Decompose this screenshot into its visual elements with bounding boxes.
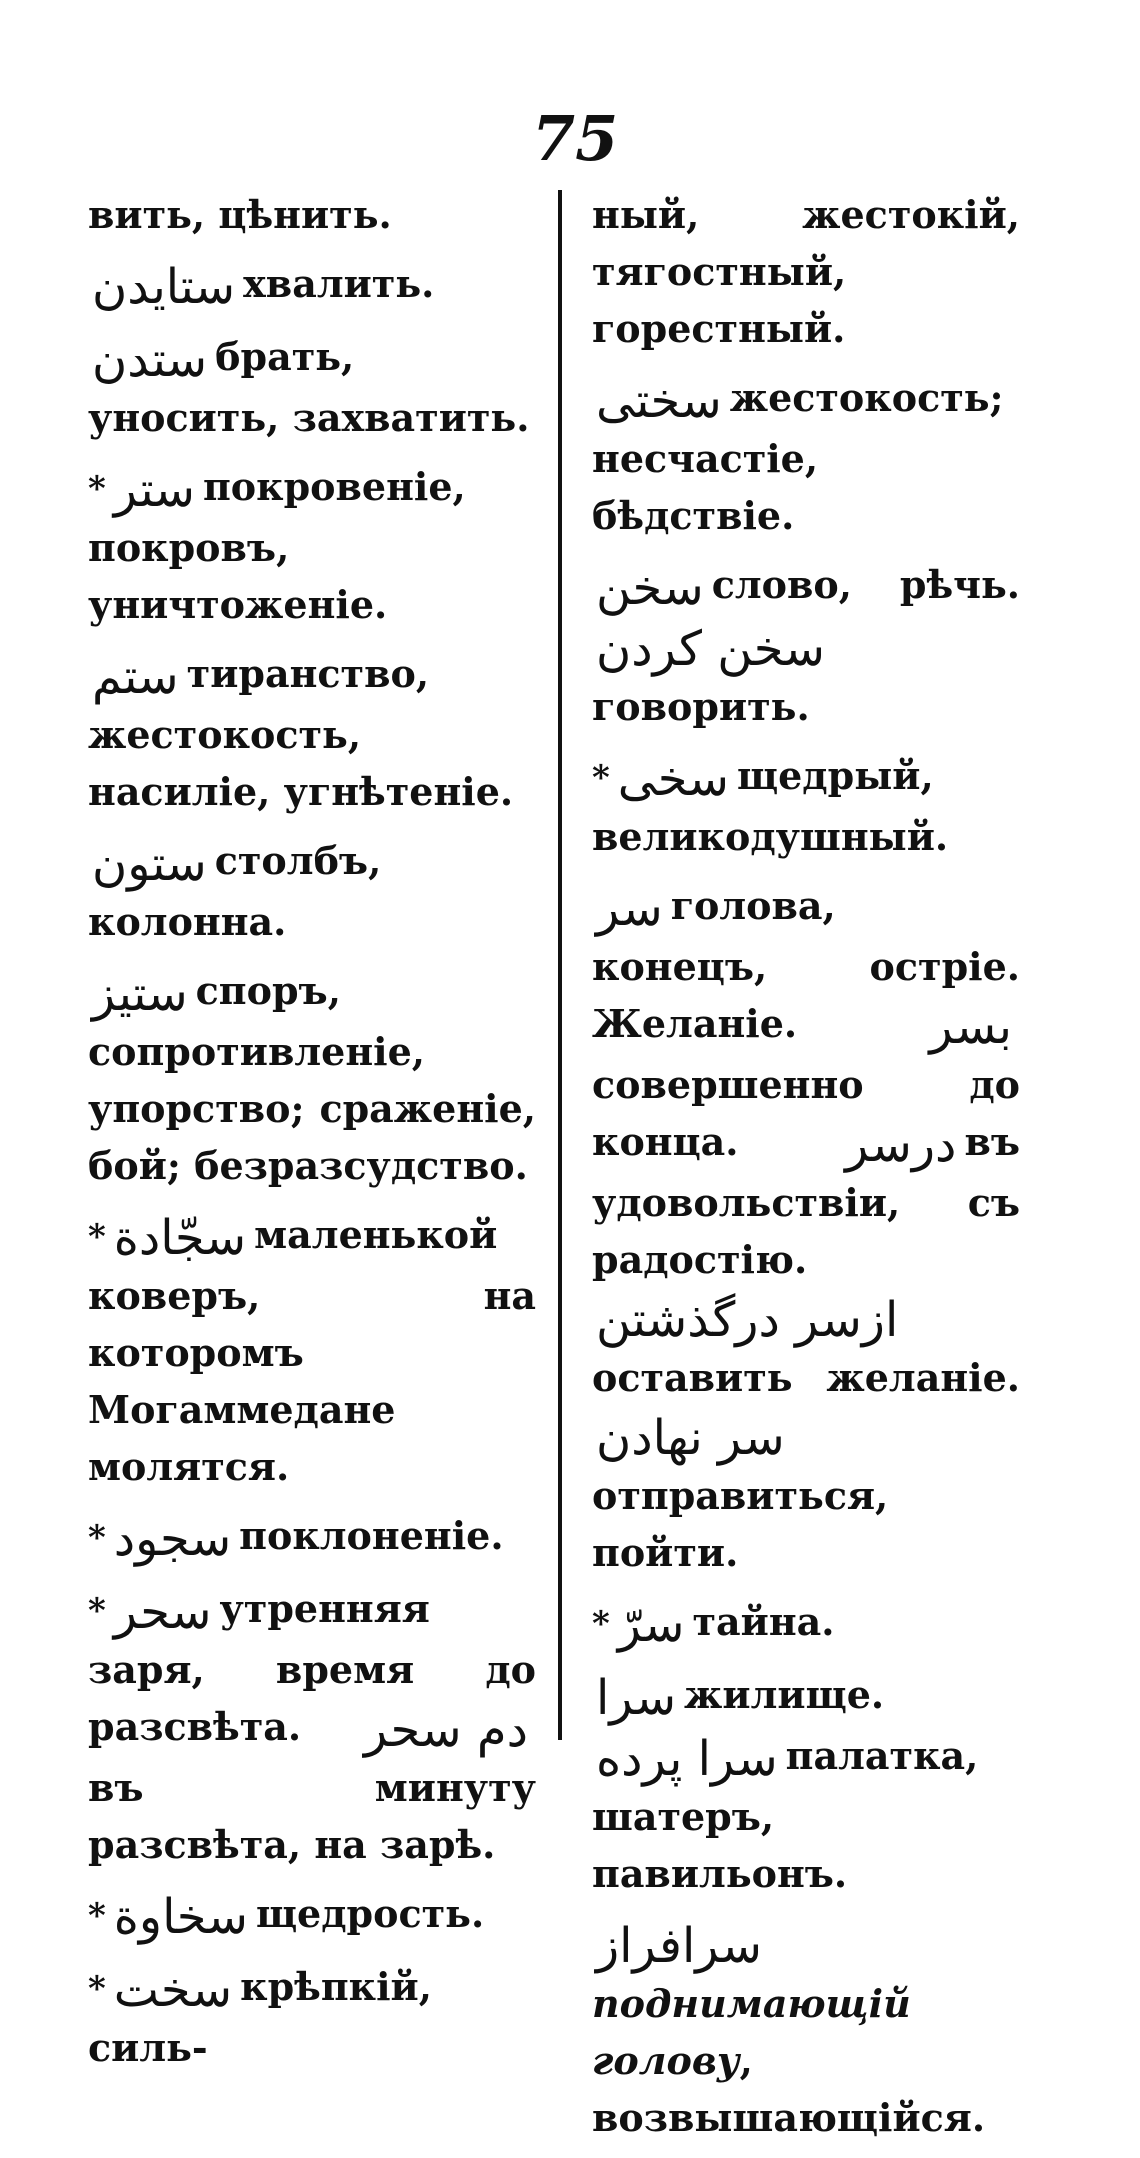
dictionary-entry — [88, 832, 536, 950]
dictionary-entry — [592, 1666, 1020, 1902]
entry-definition: утренняя заря, время до разсвѣта. — [88, 1586, 536, 1749]
phrase-definition: отправиться, пойти. — [592, 1473, 889, 1575]
entry-definition: вить, цѣнить. — [88, 192, 392, 237]
entry-headword: سخت — [113, 1962, 233, 2018]
page-number: 75 — [532, 102, 619, 175]
right-column — [592, 186, 1020, 2158]
entry-definition: слово, рѣчь. — [711, 562, 1020, 607]
dictionary-entry — [592, 1914, 1020, 2146]
left-column — [88, 186, 536, 2088]
phrase-definition: въ минуту разсвѣта, на зарѣ. — [88, 1765, 536, 1867]
dictionary-entry — [592, 556, 1020, 735]
entry-phrase: سر نهادن — [596, 1410, 785, 1466]
dictionary-entry — [88, 645, 536, 820]
asterisk-marker: * — [88, 469, 106, 509]
entry-headword: سختی — [596, 373, 722, 429]
entry-headword: سخن — [596, 560, 704, 616]
asterisk-marker: * — [88, 1969, 106, 2009]
dictionary-entry — [592, 186, 1020, 357]
entry-definition: , возвышающiйся. — [592, 2038, 986, 2140]
dictionary-entry — [88, 328, 536, 446]
entry-definition: покровенiе, покровъ, уничтоженiе. — [88, 464, 466, 627]
dictionary-entry — [88, 1206, 536, 1495]
dictionary-entry — [592, 369, 1020, 544]
dictionary-entry — [88, 962, 536, 1194]
entry-headword: ستر — [113, 462, 195, 518]
dictionary-entry — [592, 747, 1020, 865]
entry-headword: ستون — [92, 836, 207, 892]
entry-definition: ный, жестокiй, тягостный, горестный. — [592, 192, 1020, 351]
phrase-definition: въ удовольствiи, съ радостiю. — [592, 1119, 1020, 1282]
entry-definition: споръ, сопротивленiе, упорство; сраженiе, бой; безразсудство. — [88, 968, 536, 1188]
entry-headword: سجّادة — [113, 1210, 247, 1266]
asterisk-marker: * — [592, 1604, 610, 1644]
entry-definition: хвалить. — [243, 261, 435, 306]
dictionary-entry — [88, 1885, 536, 1946]
entry-headword: سخاوة — [113, 1889, 248, 1945]
entry-headword: سحر — [113, 1584, 212, 1640]
entry-definition: щедрый, великодушный. — [592, 753, 949, 859]
entry-headword: ستم — [92, 649, 179, 705]
entry-headword: ستدن — [92, 332, 208, 388]
entry-definition: жестокость; несчастiе, бѣдствiе. — [592, 375, 1004, 538]
entry-definition: брать, уносить, захватить. — [88, 334, 530, 440]
phrase-definition: говорить. — [592, 684, 810, 729]
entry-phrase: درسر — [845, 1117, 957, 1173]
asterisk-marker: * — [88, 1217, 106, 1257]
entry-definition: голова, конецъ, острiе. Желанiе. — [592, 883, 1020, 1046]
entry-phrase: ازسر درگذشتن — [596, 1292, 899, 1348]
entry-phrase: سرا پرده — [596, 1731, 778, 1787]
dictionary-entry — [88, 186, 536, 243]
phrase-definition: палатка, шатеръ, павильонъ. — [592, 1733, 979, 1896]
entry-headword: ستایدن — [92, 259, 236, 315]
dictionary-entry — [88, 1580, 536, 1873]
dictionary-entry — [88, 1958, 536, 2076]
entry-headword: سرّ — [617, 1597, 685, 1653]
entry-headword: سجود — [113, 1511, 232, 1567]
column-divider — [558, 190, 562, 1740]
asterisk-marker: * — [88, 1896, 106, 1936]
phrase-definition: совершенно до конца. — [592, 1062, 1020, 1164]
dictionary-entry — [88, 1507, 536, 1568]
entry-headword: سرا — [596, 1670, 677, 1726]
entry-definition: поклоненiе. — [239, 1513, 504, 1558]
entry-phrase: سخن کردن — [596, 621, 825, 677]
entry-definition: маленькой коверъ, на которомъ Могаммедане молятся. — [88, 1212, 536, 1489]
asterisk-marker: * — [88, 1591, 106, 1631]
entry-definition: столбъ, колонна. — [88, 838, 382, 944]
dictionary-entry — [88, 255, 536, 316]
entry-headword: سخی — [617, 751, 729, 807]
entry-headword: سر — [596, 881, 663, 937]
entry-phrase: دم سحر — [363, 1702, 528, 1758]
entry-definition: тиранство, жестокость, насилiе, угнѣтенiе. — [88, 651, 514, 814]
phrase-definition: оставить желанiе. — [592, 1355, 1020, 1400]
dictionary-entry — [592, 1593, 1020, 1654]
entry-headword: سرافراز — [596, 1918, 762, 1974]
entry-definition: жилище. — [684, 1672, 885, 1717]
entry-headword: ستیز — [92, 966, 188, 1022]
entry-definition: крѣпкiй, силь- — [88, 1964, 432, 2070]
dictionary-entry — [88, 458, 536, 633]
asterisk-marker: * — [88, 1518, 106, 1558]
entry-phrase: بسر — [929, 999, 1012, 1055]
entry-definition: тайна. — [692, 1599, 835, 1644]
dictionary-entry — [592, 877, 1020, 1581]
asterisk-marker: * — [592, 758, 610, 798]
entry-definition: щедрость. — [255, 1891, 485, 1936]
entry-definition-italic: поднимающiй голову — [592, 1981, 911, 2083]
